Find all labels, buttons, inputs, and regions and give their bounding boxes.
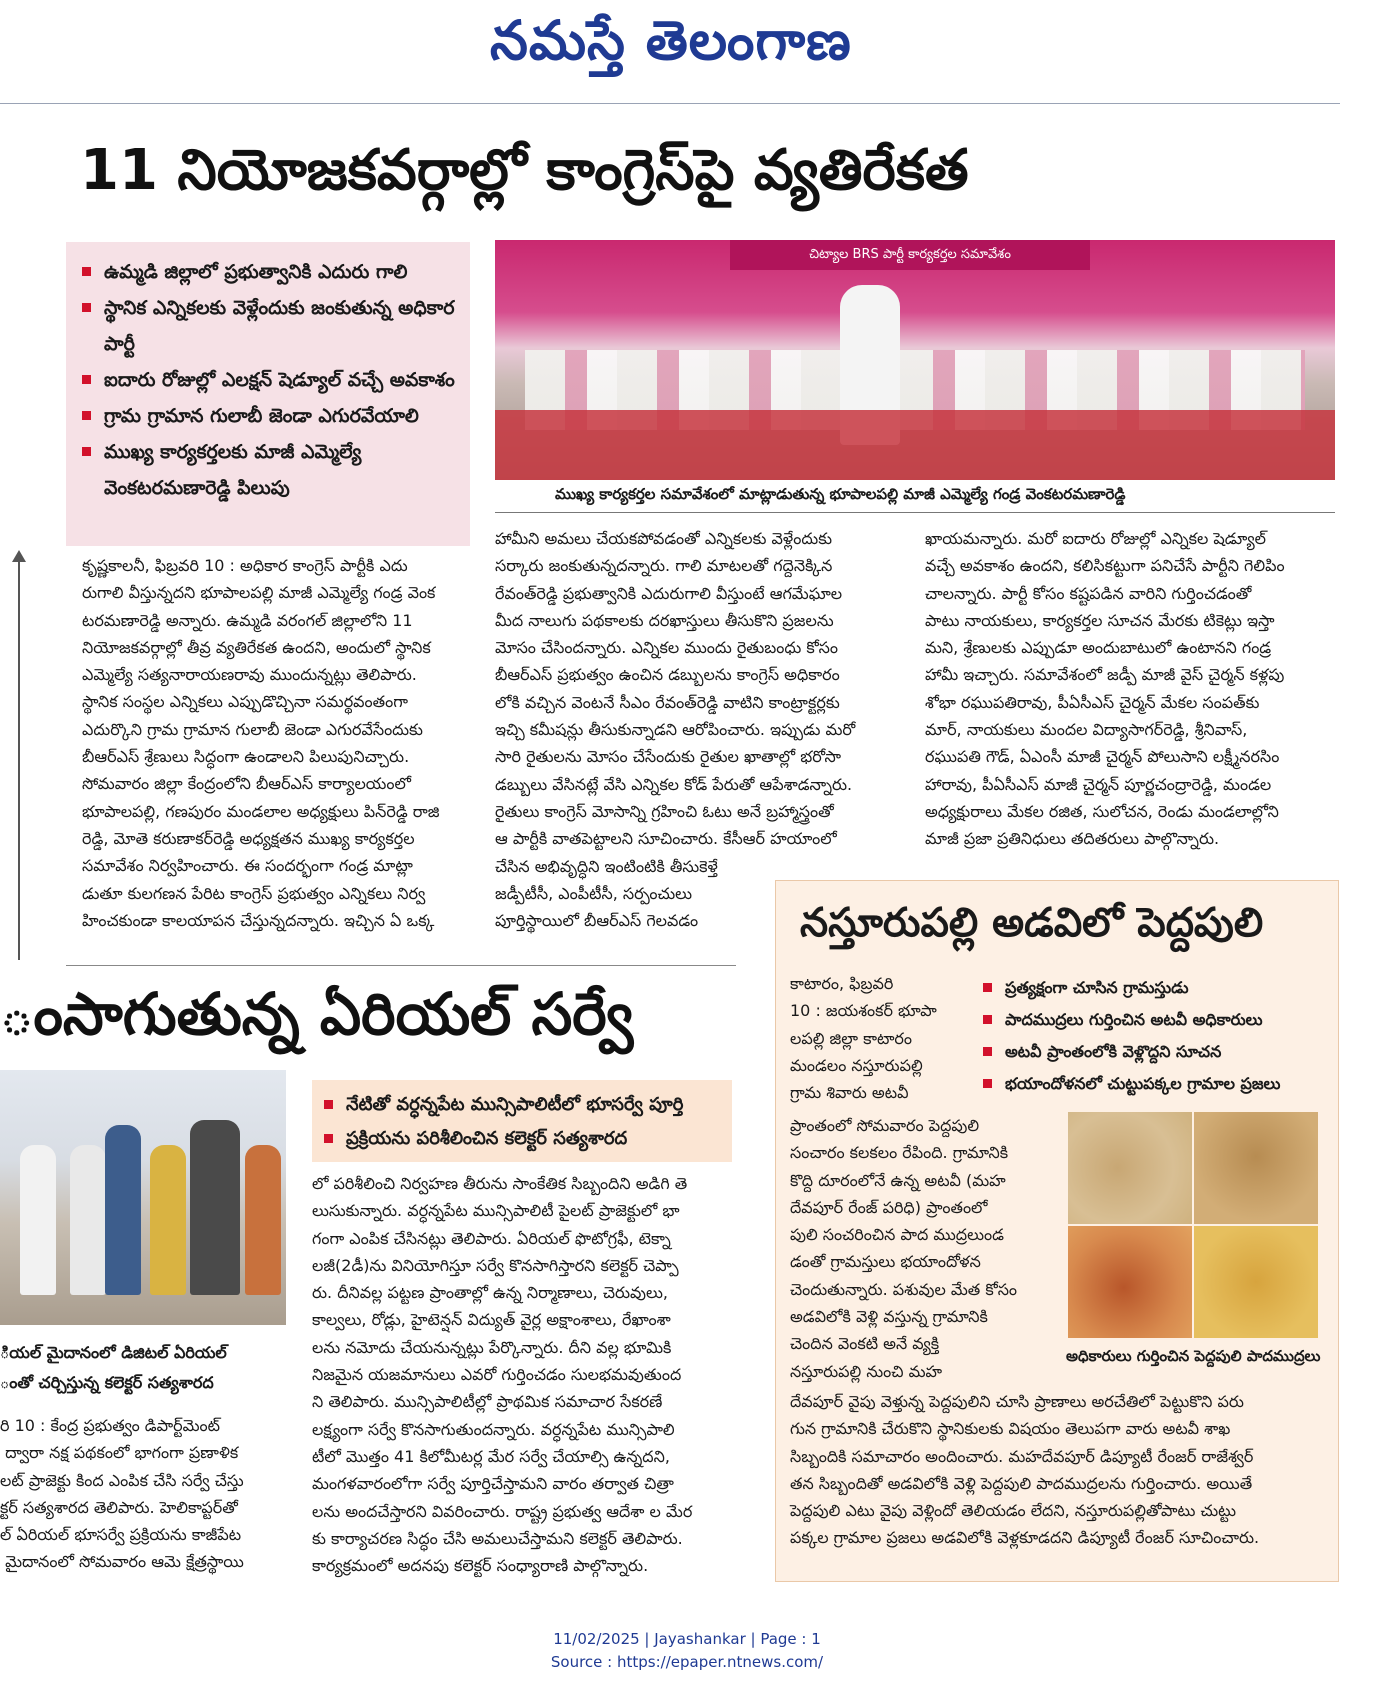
- story2-highlights-box: [312, 1080, 732, 1162]
- footer-source-link[interactable]: Source : https://epaper.ntnews.com/: [550, 1653, 824, 1671]
- bullet-square-icon: [983, 983, 992, 992]
- bullet-square-icon: [82, 375, 91, 384]
- photo-banner: చిట్యాల BRS పార్టీ కార్యకర్తల సమావేశం: [730, 240, 1090, 270]
- story3-column-wide: దేవపూర్‌ వైపు వెళ్తున్న పెద్దపులిని చూసి ప్రాణాలు అరచేతిలో పెట్టుకొని పరు గున గ్రామానికి చేరుకొని స్థానికులకు విషయం తెలుపగా వారు అటవీ శాఖ సిబ్బందికి సమాచారం అందించారు. మహదేవపూర్‌ డిప్యూటీ రేంజర్‌ రాజేశ్వర్‌ తన సిబ్బందితో అడవిలోకి వెళ్లి పెద్దపులి పాదముద్రలను గుర్తించారు. అయితే పెద్దపులి ఎటు వైపు వెళ్లిందో తెలియడం లేదని, నస్తూరుపల్లితోపాటు చుట్టు పక్కల గ్రామాల ప్రజలు అడవిలోకి వెళ్లకూడదని డిప్యూటీ రేంజర్‌ సూచించారు.: [790, 1392, 1260, 1548]
- story1-photo-caption: ముఖ్య కార్యకర్తల సమావేశంలో మాట్లాడుతున్న భూపాలపల్లి మాజీ ఎమ్మెల్యే గండ్ర వెంకటరమణారెడ్డి: [555, 485, 1126, 503]
- bullet-square-icon: [983, 1047, 992, 1056]
- story3-photo-pugmarks: [1068, 1112, 1318, 1338]
- highlight-item: ప్రక్రియను పరిశీలించిన కలెక్టర్‌ సత్యశారద: [324, 1122, 732, 1156]
- pugmark-photo: [1194, 1226, 1318, 1338]
- story1-column-1: కృష్ణకాలనీ, ఫిబ్రవరి 10 : అధికార కాంగ్రెస్‌ పార్టీకి ఎదు రుగాలి వీస్తున్నదని భూపాలపల్లి మాజీ ఎమ్మెల్యే గండ్ర వెంక టరమణారెడ్డి అన్నారు. ఉమ్మడి వరంగల్‌ జిల్లాలోని 11 నియోజకవర్గాల్లో తీవ్ర వ్యతిరేకత ఉందని, అందులో స్థానిక ఎమ్మెల్యే సత్యనారాయణరావు ముందున్నట్లు తెలిపారు. స్థానిక సంస్థల ఎన్నికలు ఎప్పుడొచ్చినా సమర్థవంతంగా ఎదుర్కొని గ్రామ గ్రామాన గులాబీ జెండా ఎగురవేసేందుకు బీఆర్‌ఎస్‌ శ్రేణులు సిద్ధంగా ఉండాలని పిలుపునిచ్చారు. సోమవారం జిల్లా కేంద్రంలోని బీఆర్‌ఎస్‌ కార్యాలయంలో భూపాలపల్లి, గణపురం మండలాల అధ్యక్షులు పిన్‌రెడ్డి రాజి రెడ్డి, మోతె కరుణాకర్‌రెడ్డి అధ్యక్షతన ముఖ్య కార్యకర్తల సమావేశం నిర్వహించారు. ఈ సందర్భంగా గండ్ర మాట్లా డుతూ కులగణన పేరిట కాంగ్రెస్‌ ప్రభుత్వం ఎన్నికలు నిర్వ హించకుండా కాలయాపన చేస్తున్నదన్నారు. ఇచ్చిన ఏ ఒక్క: [82, 556, 440, 930]
- story1-highlights-box: [66, 242, 470, 546]
- photo-person: [20, 1145, 56, 1295]
- highlight-item: నేటితో వర్ధన్నపేట మున్సిపాలిటీలో భూసర్వే పూర్తి: [324, 1088, 732, 1122]
- highlight-item: ప్రత్యక్షంగా చూసిన గ్రామస్తుడు: [983, 972, 1333, 1004]
- bullet-square-icon: [983, 1015, 992, 1024]
- highlight-item: స్థానిక ఎన్నికలకు వెళ్లేందుకు జంకుతున్న అధికార పార్టీ: [82, 290, 470, 362]
- story2-column-1: రి 10 : కేంద్ర ప్రభుత్వం డిపార్ట్‌మెంట్‌ ద్వారా నక్ష పథకంలో భాగంగా ప్రణాళిక లట్‌ ప్రాజెక్టు కింద ఎంపిక చేసి సర్వే చేస్తు క్టర్‌ సత్యశారద తెలిపారు. హెలికాప్టర్‌తో ల్‌ ఏరియల్‌ భూసర్వే ప్రక్రియను కాజీపేట మైదానంలో సోమవారం ఆమె క్షేత్రస్థాయి: [0, 1416, 244, 1572]
- highlight-item: గ్రామ గ్రామాన గులాబీ జెండా ఎగురవేయాలి: [82, 398, 470, 434]
- photo-person: [150, 1145, 186, 1295]
- highlight-item: ముఖ్య కార్యకర్తలకు మాజీ ఎమ్మెల్యే వెంకటరమణారెడ్డి పిలుపు: [82, 434, 470, 506]
- story3-highlights: [983, 972, 1333, 1100]
- highlight-item: భయాందోళనలో చుట్టుపక్కల గ్రామాల ప్రజలు: [983, 1068, 1333, 1100]
- photo-person: [70, 1145, 106, 1295]
- masthead: [0, 0, 1374, 100]
- footer-date-line: 11/02/2025 | Jayashankar | Page : 1: [553, 1630, 821, 1648]
- caption-divider: [495, 512, 1335, 513]
- pugmark-photo: [1068, 1226, 1192, 1338]
- story2-photo-caption: ియల్‌ మైదానంలో డిజిటల్‌ ఏరియల్‌ ంతో చర్చిస్తున్న కలెక్టర్‌ సత్యశారద: [0, 1343, 227, 1392]
- highlight-item: పాదముద్రలు గుర్తించిన అటవీ అధికారులు: [983, 1004, 1333, 1036]
- bullet-square-icon: [82, 267, 91, 276]
- photo-person: [245, 1145, 281, 1295]
- story3-column-narrow: కాటారం, ఫిబ్రవరి 10 : జయశంకర్‌ భూపా లపల్లి జిల్లా కాటారం మండలం నస్తూరుపల్లి గ్రామ శివారు అటవీ: [790, 974, 937, 1103]
- masthead-divider: [0, 103, 1340, 104]
- story3-column-mid: ప్రాంతంలో సోమవారం పెద్దపులి సంచారం కలకలం రేపింది. గ్రామానికి కొద్ది దూరంలోనే ఉన్న అటవీ (మహ దేవపూర్‌ రేంజ్‌ పరిధి) ప్రాంతంలో పులి సంచరించిన పాద ముద్రలుండ డంతో గ్రామస్తులు భయాందోళన చెందుతున్నారు. పశువుల మేత కోసం అడవిలోకి వెళ్లి వస్తున్న గ్రామానికి చెందిన వెంకటి అనే వ్యక్తి నస్తూరుపల్లి నుంచి మహ: [790, 1116, 1018, 1381]
- story1-column-2: హామీని అమలు చేయకపోవడంతో ఎన్నికలకు వెళ్లేందుకు సర్కారు జంకుతున్నదన్నారు. గాలి మాటలతో గద్దెనెక్కిన రేవంత్‌రెడ్డి ప్రభుత్వానికి ఎదురుగాలి వీస్తుంటే ఆగమేఘాల మీద నాలుగు పథకాలకు దరఖాస్తులు తీసుకొని ప్రజలను మోసం చేసిందన్నారు. ఎన్నికల ముందు రైతుబంధు కోసం బీఆర్‌ఎస్‌ ప్రభుత్వం ఉంచిన డబ్బులను కాంగ్రెస్‌ అధికారం లోకి వచ్చిన వెంటనే సీఎం రేవంత్‌రెడ్డి వాటిని కాంట్రాక్టర్లకు ఇచ్చి కమీషన్లు తీసుకున్నాడని ఆరోపించారు. ఇప్పుడు మరో సారి రైతులను మోసం చేసేందుకు రైతుల ఖాతాల్లో భరోసా డబ్బులు వేసినట్లే వేసి ఎన్నికల కోడ్‌ పేరుతో ఆపేశాడన్నారు. రైతులు కాంగ్రెస్‌ మోసాన్ని గ్రహించి ఓటు అనే బ్రహ్మాస్త్రంతో ఆ పార్టీకి వాతపెట్టాలని సూచించారు. కేసీఆర్‌ హయాంలో చేసిన అభివృద్ధిని ఇంటింటికి తీసుకెళ్తే జడ్పీటీసీ, ఎంపీటీసీ, సర్పంచులు పూర్తిస్థాయిలో బీఆర్‌ఎస్‌ గెలవడం: [495, 529, 856, 931]
- bullet-square-icon: [82, 411, 91, 420]
- bullet-square-icon: [324, 1100, 333, 1109]
- photo-person: [105, 1125, 141, 1295]
- pugmark-photo: [1068, 1112, 1192, 1224]
- story1-column-3: ఖాయమన్నారు. మరో ఐదారు రోజుల్లో ఎన్నికల షెడ్యూల్‌ వచ్చే అవకాశం ఉందని, కలిసికట్టుగా పనిచేసే పార్టీని గెలిపిం చాలన్నారు. పార్టీ కోసం కష్టపడిన వారిని గుర్తించడంతో పాటు నాయకులు, కార్యకర్తల సూచన మేరకు టికెట్లు ఇస్తా మని, శ్రేణులకు ఎప్పుడూ అందుబాటులో ఉంటానని గండ్ర హామీ ఇచ్చారు. సమావేశంలో జడ్పీ మాజీ వైస్‌ చైర్మన్‌ కళ్లపు శోభా రఘుపతిరావు, పీఏసీఎస్‌ చైర్మన్‌ మేకల సంపత్‌కు మార్‌, నాయకులు మందల విద్యాసాగర్‌రెడ్డి, శ్రీనివాస్‌, రఘుపతి గౌడ్‌, ఏఎంసీ మాజీ చైర్మన్‌ పోలుసాని లక్ష్మీనరసిం హారావు, పీఏసీఎస్‌ మాజీ చైర్మన్‌ పూర్ణచంద్రారెడ్డి, మండల అధ్యక్షురాలు మేకల రజిత, సులోచన, రెండు మండలాల్లోని మాజీ ప్రజా ప్రతినిధులు తదితరులు పాల్గొన్నారు.: [925, 529, 1285, 849]
- story2-column-2: లో పరిశీలించి నిర్వహణ తీరును సాంకేతిక సిబ్బందిని అడిగి తె లుసుకున్నారు. వర్ధన్నపేట మున్సిపాలిటీ పైలట్‌ ప్రాజెక్టులో భా గంగా ఎంపిక చేసినట్లు తెలిపారు. ఏరియల్‌ ఫొటోగ్రఫీ, టెక్నా లజీ(2డీ)ను వినియోగిస్తూ సర్వే కొనసాగిస్తారని కలెక్టర్‌ చెప్పా రు. దీనివల్ల పట్టణ ప్రాంతాల్లో ఉన్న నిర్మాణాలు, చెరువులు, కాల్వలు, రోడ్లు, హైటెన్షన్‌ విద్యుత్‌ వైర్ల అక్షాంశాలు, రేఖాంశా లను నమోదు చేయనున్నట్లు పేర్కొన్నారు. దీని వల్ల భూమికి నిజమైన యజమానులు ఎవరో గుర్తించడం సులభమవుతుంద ని తెలిపారు. మున్సిపాలిటీల్లో ప్రాథమిక సమాచార సేకరణే లక్ష్యంగా సర్వే కొనసాగుతుందన్నారు. వర్ధన్నపేట మున్సిపాలి టీలో మొత్తం 41 కిలోమీటర్ల మేర సర్వే చేయాల్సి ఉన్నదని, మంగళవారంలోగా సర్వే పూర్తిచేస్తామని వారం తర్వాత చిత్రా లను అందచేస్తారని వివరించారు. రాష్ట్ర ప్రభుత్వ ఆదేశా ల మేర కు కార్యాచరణ సిద్ధం చేసి అమలుచేస్తామని కలెక్టర్‌ తెలిపారు. కార్యక్రమంలో అదనపు కలెక్టర్‌ సంధ్యారాణి పాల్గొన్నారు.: [312, 1174, 693, 1576]
- continuation-line: [18, 560, 20, 960]
- highlight-item: ఐదారు రోజుల్లో ఎలక్షన్‌ షెడ్యూల్‌ వచ్చే అవకాశం: [82, 362, 470, 398]
- bullet-square-icon: [983, 1079, 992, 1088]
- bullet-square-icon: [82, 447, 91, 456]
- story2-headline: ంసాగుతున్న ఏరియల్‌ సర్వే: [0, 980, 634, 1048]
- story3-photo-caption: అధికారులు గుర్తించిన పెద్దపులి పాదముద్రలు: [1066, 1347, 1321, 1365]
- story1-headline: 11 నియోజకవర్గాల్లో కాంగ్రెస్‌పై వ్యతిరేకత: [80, 138, 969, 203]
- story1-photo: [495, 240, 1335, 480]
- page-footer: [0, 1628, 1374, 1674]
- photo-chairs: [495, 410, 1335, 480]
- newspaper-logo: నమస్తే తెలంగాణ: [490, 8, 852, 72]
- bullet-square-icon: [82, 303, 91, 312]
- story3-headline: నస్తూరుపల్లి అడవిలో పెద్దపులి: [800, 900, 1264, 946]
- photo-person: [190, 1120, 240, 1295]
- bullet-square-icon: [324, 1134, 333, 1143]
- highlight-item: అటవీ ప్రాంతంలోకి వెళ్లొద్దని సూచన: [983, 1036, 1333, 1068]
- section-divider: [66, 965, 736, 966]
- pugmark-photo: [1194, 1112, 1318, 1224]
- story2-photo: [0, 1070, 286, 1325]
- highlight-item: ఉమ్మడి జిల్లాలో ప్రభుత్వానికి ఎదురు గాలి: [82, 254, 470, 290]
